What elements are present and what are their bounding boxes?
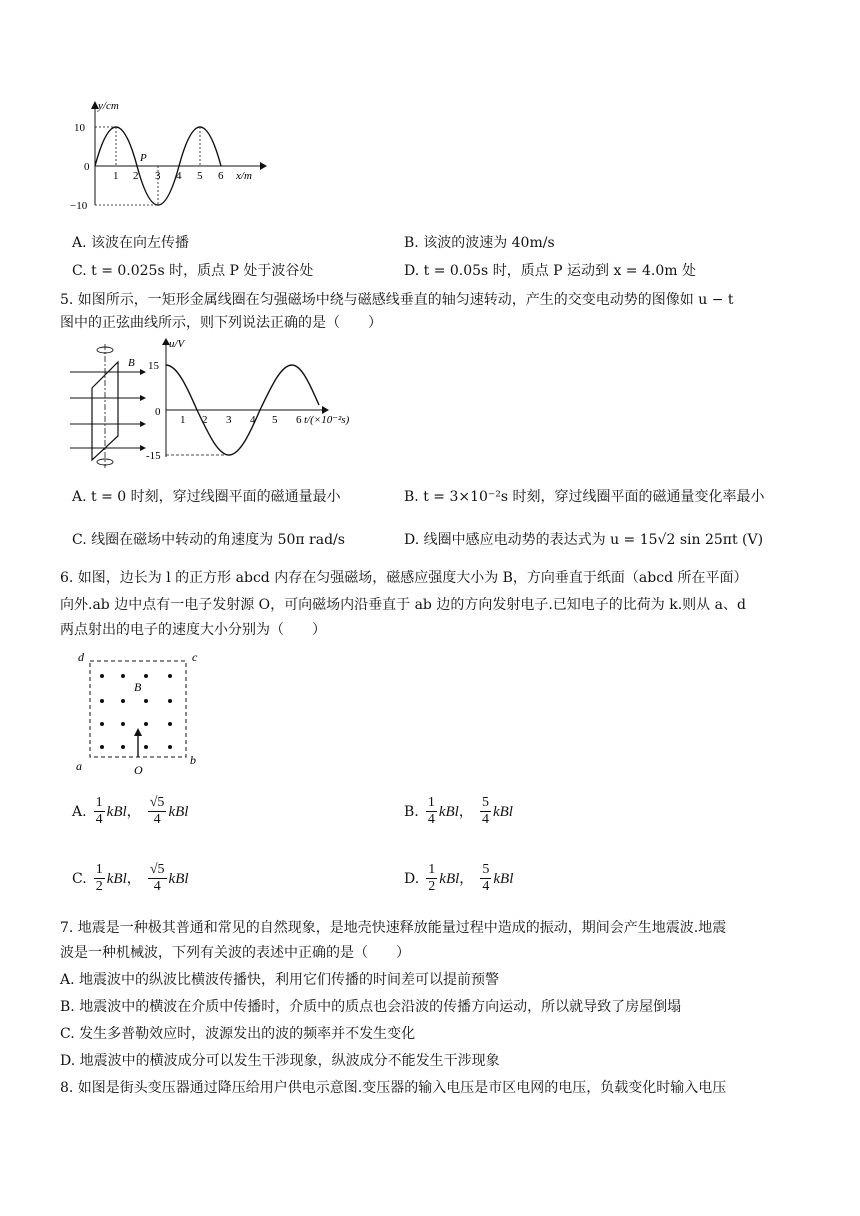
q4-x-tick-1: 1 bbox=[113, 170, 119, 182]
q4-wave-graph bbox=[70, 95, 285, 220]
q7-option-c[interactable]: C. 发生多普勒效应时，波源发出的波的频率并不发生变化 bbox=[60, 1026, 416, 1042]
q5-x-tick-3: 3 bbox=[226, 414, 232, 426]
q6-option-d-frac2 bbox=[480, 862, 491, 895]
q7-option-b[interactable]: B. 地震波中的横波在介质中传播时，介质中的质点也会沿波的传播方向运动，所以就导致了房屋倒塌 bbox=[60, 999, 682, 1015]
frac-num: √5 bbox=[149, 862, 165, 877]
q6-option-d-var2: kBl bbox=[493, 871, 514, 887]
q4-option-c[interactable]: C. t = 0.025s 时，质点 P 处于波谷处 bbox=[72, 263, 314, 279]
frac-den: 2 bbox=[428, 879, 436, 894]
q6-stem-line3: 两点射出的电子的速度大小分别为（ ） bbox=[60, 622, 326, 638]
q6-option-a-var2: kBl bbox=[168, 804, 189, 820]
q4-y-label: y/cm bbox=[98, 100, 119, 112]
q6-option-a-var1: kBl bbox=[106, 804, 127, 820]
q5-x-tick-4: 4 bbox=[250, 414, 256, 426]
q6-source-label: O bbox=[134, 763, 143, 776]
q4-x-tick-5: 5 bbox=[197, 170, 203, 182]
q6-corner-b: b bbox=[190, 753, 196, 767]
frac-num: 1 bbox=[427, 795, 435, 810]
q4-point-p-label: P bbox=[140, 152, 147, 164]
q4-y-tick-neg10: −10 bbox=[70, 200, 88, 212]
frac-den: 2 bbox=[95, 879, 103, 894]
q6-option-a-label: A. bbox=[72, 804, 87, 820]
q6-option-a-frac2 bbox=[148, 795, 167, 828]
frac-den: 4 bbox=[481, 812, 489, 827]
q5-field-label: B bbox=[128, 357, 135, 369]
q5-y-tick-neg15: -15 bbox=[146, 450, 161, 462]
q4-option-d[interactable]: D. t = 0.05s 时，质点 P 运动到 x = 4.0m 处 bbox=[404, 263, 696, 279]
q6-option-b-label: B. bbox=[404, 804, 419, 820]
frac-num: 1 bbox=[95, 795, 103, 810]
frac-den: 4 bbox=[427, 812, 435, 827]
q4-option-b[interactable]: B. 该波的波速为 40m/s bbox=[404, 235, 555, 251]
q5-stem-line2: 图中的正弦曲线所示，则下列说法正确的是（ ） bbox=[60, 315, 382, 331]
q6-option-b-frac1 bbox=[426, 795, 437, 828]
q4-x-tick-2: 2 bbox=[133, 170, 139, 182]
q5-option-b[interactable]: B. t = 3×10⁻²s 时刻，穿过线圈平面的磁通量变化率最小 bbox=[404, 489, 765, 505]
q6-option-d[interactable]: D. $\frac{1}{2}$ kBl， $\frac{5}{4}$ kBl bbox=[404, 862, 514, 894]
frac-den: 4 bbox=[153, 879, 161, 894]
q6-option-b-var2: kBl bbox=[492, 804, 513, 820]
q5-x-label: t/(×10⁻²s) bbox=[304, 414, 350, 426]
q6-corner-c: c bbox=[192, 650, 198, 664]
q7-stem-line2: 波是一种机械波，下列有关波的表述中正确的是（ ） bbox=[60, 945, 410, 961]
q5-x-tick-2: 2 bbox=[202, 414, 208, 426]
q4-x-tick-4: 4 bbox=[176, 170, 182, 182]
q4-x-tick-3: 3 bbox=[155, 170, 161, 182]
q7-stem-line1: 7. 地震是一种极其普通和常见的自然现象，是地壳快速释放能量过程中造成的振动，期间会产生地震波.地震 bbox=[60, 920, 727, 936]
q5-coil-figure bbox=[66, 340, 156, 470]
frac-num: 5 bbox=[482, 862, 490, 877]
q4-y-tick-0: 0 bbox=[84, 161, 90, 173]
q6-option-c-var1: kBl bbox=[106, 871, 127, 887]
q5-ut-graph bbox=[146, 335, 366, 465]
q5-option-a[interactable]: A. t = 0 时刻，穿过线圈平面的磁通量最小 bbox=[72, 489, 341, 505]
q6-option-c[interactable]: C. $\frac{1}{2}$ kBl， $\frac{√5}{4}$ kBl bbox=[72, 862, 189, 894]
q6-corner-a: a bbox=[76, 759, 82, 773]
q5-option-d[interactable]: D. 线圈中感应电动势的表达式为 u = 15√2 sin 25πt (V) bbox=[404, 532, 764, 548]
q5-y-tick-0: 0 bbox=[155, 406, 161, 418]
q6-option-d-var1: kBl bbox=[439, 871, 460, 887]
frac-num: 1 bbox=[428, 862, 436, 877]
q6-option-d-frac1 bbox=[426, 862, 437, 895]
q5-y-tick-15: 15 bbox=[148, 360, 159, 372]
q6-option-b[interactable]: B. $\frac{1}{4}$ kBl， $\frac{5}{4}$ kBl bbox=[404, 795, 513, 827]
q7-option-d[interactable]: D. 地震波中的横波成分可以发生干涉现象，纵波成分不能发生干涉现象 bbox=[60, 1053, 500, 1069]
q6-option-a[interactable]: A. $\frac{1}{4}$ kBl， $\frac{√5}{4}$ kBl bbox=[72, 795, 189, 827]
q5-option-c[interactable]: C. 线圈在磁场中转动的角速度为 50π rad/s bbox=[72, 532, 345, 548]
frac-num: 5 bbox=[481, 795, 489, 810]
q5-y-label: u/V bbox=[169, 338, 185, 350]
q5-x-tick-5: 5 bbox=[272, 414, 278, 426]
q6-field-figure bbox=[70, 646, 210, 776]
q6-option-c-frac2 bbox=[148, 862, 167, 895]
q6-option-d-label: D. bbox=[404, 871, 420, 887]
q8-stem-line1: 8. 如图是街头变压器通过降压给用户供电示意图.变压器的输入电压是市区电网的电压，负载变化时输入电压 bbox=[60, 1080, 727, 1096]
frac-den: 4 bbox=[95, 812, 103, 827]
q6-stem-line1: 6. 如图，边长为 l 的正方形 abcd 内存在匀强磁场，磁感应强度大小为 B，方向垂直于纸面（abcd 所在平面） bbox=[60, 570, 748, 586]
q6-stem-line2: 向外.ab 边中点有一电子发射源 O，可向磁场内沿垂直于 ab 边的方向发射电子.已知电子的比荷为 k.则从 a、d bbox=[60, 597, 746, 613]
q6-option-b-var1: kBl bbox=[438, 804, 459, 820]
q6-option-c-var2: kBl bbox=[168, 871, 189, 887]
q6-corner-d: d bbox=[78, 650, 84, 664]
q6-option-a-frac1 bbox=[94, 795, 105, 828]
q5-x-tick-1: 1 bbox=[180, 414, 186, 426]
q6-option-c-frac1 bbox=[94, 862, 105, 895]
frac-den: 4 bbox=[153, 812, 161, 827]
q4-y-tick-10: 10 bbox=[74, 122, 85, 134]
q5-stem-line1: 5. 如图所示，一矩形金属线圈在匀强磁场中绕与磁感线垂直的轴匀速转动，产生的交变电动势的图像如 u − t bbox=[60, 292, 734, 308]
q4-x-tick-6: 6 bbox=[218, 170, 224, 182]
q7-option-a[interactable]: A. 地震波中的纵波比横波传播快，利用它们传播的时间差可以提前预警 bbox=[60, 972, 500, 988]
q6-field-label: B bbox=[134, 680, 142, 694]
frac-num: 1 bbox=[95, 862, 103, 877]
frac-den: 4 bbox=[482, 879, 490, 894]
q6-option-c-label: C. bbox=[72, 871, 87, 887]
frac-num: √5 bbox=[149, 795, 165, 810]
q4-option-a[interactable]: A. 该波在向左传播 bbox=[72, 235, 190, 251]
q5-x-tick-6: 6 bbox=[296, 414, 302, 426]
q6-option-b-frac2 bbox=[480, 795, 491, 828]
q4-x-label: x/m bbox=[236, 170, 252, 182]
